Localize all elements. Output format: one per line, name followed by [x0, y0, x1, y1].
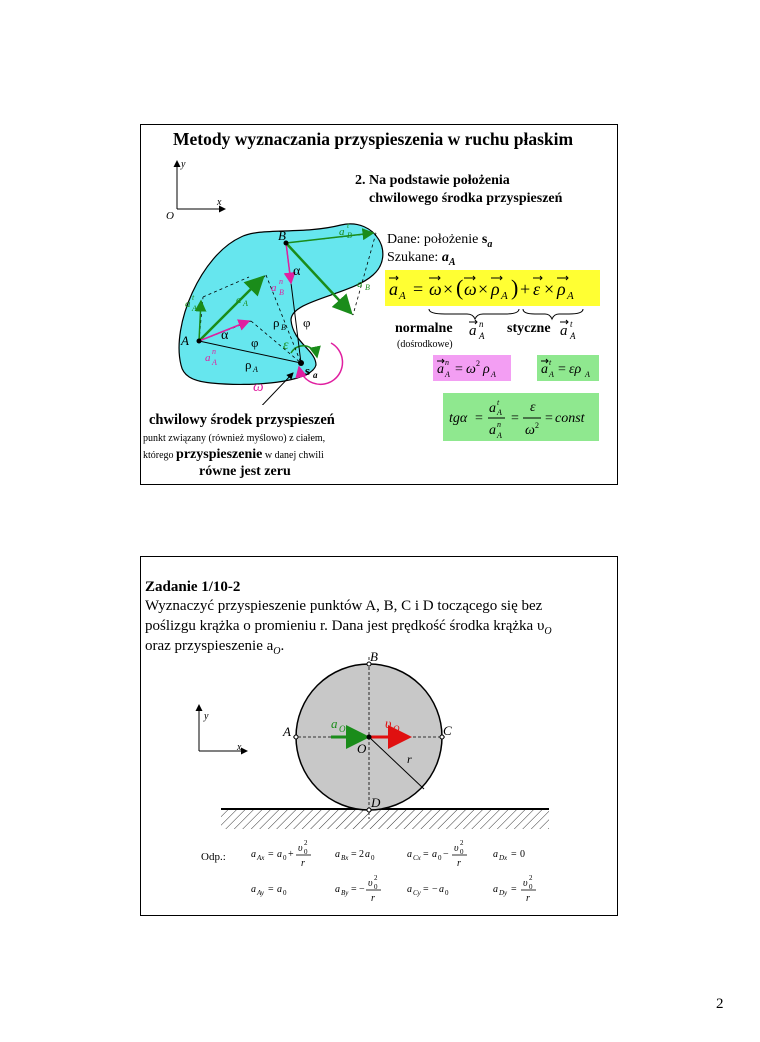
svg-text:A: A: [585, 370, 590, 379]
svg-text:A: A: [212, 358, 217, 367]
svg-text:=: =: [351, 849, 357, 860]
xy-axes: [166, 159, 225, 222]
svg-text:+: +: [288, 849, 294, 860]
svg-text:a: a: [560, 323, 568, 339]
svg-text:ερ: ερ: [569, 362, 582, 377]
svg-text:D: D: [371, 795, 381, 810]
svg-text:0: 0: [460, 848, 464, 856]
svg-text:s: s: [305, 363, 311, 378]
task-text-line3-body: oraz przyspieszenie a: [145, 638, 274, 654]
task-text-line1: Wyznaczyć przyspieszenie punktów A, B, C i D toczącego się bez: [145, 598, 543, 614]
svg-text:B: B: [278, 228, 286, 243]
svg-text:a: a: [489, 401, 496, 416]
page-number: 2: [716, 996, 724, 1012]
svg-text:0: 0: [371, 854, 375, 862]
svg-text:B: B: [347, 231, 352, 240]
svg-text:r: r: [407, 752, 412, 766]
svg-text:n: n: [279, 277, 283, 286]
svg-text:Dy: Dy: [499, 889, 508, 897]
svg-text:r: r: [457, 858, 461, 869]
svg-text:By: By: [341, 889, 349, 897]
svg-text:t: t: [192, 293, 195, 302]
svg-text:=: =: [475, 411, 483, 426]
svg-text:n: n: [479, 319, 484, 329]
answer-label: Odp.:: [201, 851, 226, 863]
slide-1-title: Metody wyznaczania przyspieszenia w ruchu płaskim: [173, 129, 574, 149]
svg-text:A: A: [253, 365, 258, 374]
svg-text:a: a: [335, 884, 340, 895]
svg-text:=: =: [268, 884, 274, 895]
svg-text:=: =: [413, 279, 424, 299]
caption-line2-pre: którego: [143, 450, 177, 461]
svg-text:a: a: [469, 323, 477, 339]
svg-text:=: =: [545, 411, 553, 426]
sought-symbol: a: [441, 250, 449, 265]
svg-text:A: A: [570, 331, 576, 341]
svg-text:O: O: [166, 210, 174, 222]
svg-text:ω: ω: [466, 362, 476, 377]
slide-2: [140, 556, 618, 916]
svg-text:A: A: [181, 333, 189, 348]
svg-text:y: y: [181, 159, 186, 170]
svg-text:−: −: [432, 884, 438, 895]
caption-line2: [143, 447, 324, 463]
task-text-line2-sub: O: [544, 626, 552, 637]
svg-text:Ax: Ax: [257, 854, 265, 862]
svg-text:n: n: [212, 347, 216, 356]
svg-text:t: t: [549, 358, 552, 367]
svg-text:ε: ε: [283, 338, 289, 353]
svg-text:Ay: Ay: [257, 889, 264, 897]
svg-text:a: a: [185, 298, 191, 310]
svg-text:A: A: [192, 304, 197, 313]
svg-text:A: A: [549, 370, 554, 379]
svg-text:×: ×: [443, 279, 454, 299]
svg-text:0: 0: [283, 889, 287, 897]
svg-text:−: −: [443, 849, 449, 860]
svg-text:ω: ω: [464, 279, 477, 299]
svg-text:a: a: [493, 884, 498, 895]
svg-text:=: =: [455, 362, 463, 377]
svg-text:=: =: [268, 849, 274, 860]
svg-text:×: ×: [544, 279, 555, 299]
svg-text:2: 2: [476, 359, 480, 368]
xy-axes-2: [199, 705, 247, 753]
svg-text:B: B: [365, 283, 370, 292]
svg-text:a: a: [493, 849, 498, 860]
svg-text:B: B: [370, 649, 378, 664]
svg-text:a: a: [339, 226, 345, 238]
svg-text:Bx: Bx: [341, 854, 349, 862]
svg-text:r: r: [371, 893, 375, 904]
task-heading: Zadanie 1/10-2: [145, 579, 241, 595]
svg-text:=: =: [511, 849, 517, 860]
svg-text:a: a: [357, 278, 363, 290]
slide-1-subtitle-line2: chwilowego środka przyspieszeń: [369, 191, 563, 206]
svg-text:a: a: [335, 849, 340, 860]
svg-text:O: O: [357, 741, 367, 756]
svg-text:a: a: [277, 849, 282, 860]
svg-text:B: B: [281, 323, 286, 332]
answer-formulas: [241, 833, 551, 907]
svg-text:φ: φ: [251, 335, 259, 350]
svg-text:A: A: [497, 408, 502, 417]
svg-text:ρ: ρ: [557, 279, 566, 299]
svg-text:ρ: ρ: [491, 279, 500, 299]
svg-text:υ: υ: [523, 878, 528, 889]
svg-text:a: a: [331, 716, 338, 731]
svg-text:t: t: [497, 398, 500, 407]
svg-text:B: B: [279, 288, 284, 297]
caption-line2-bold: przyspieszenie: [176, 447, 263, 462]
svg-text:a: a: [271, 282, 277, 294]
svg-text:a: a: [251, 849, 256, 860]
svg-text:0: 0: [520, 849, 525, 860]
svg-text:a: a: [439, 884, 444, 895]
svg-text:=: =: [511, 411, 519, 426]
svg-text:2: 2: [535, 421, 539, 430]
svg-text:×: ×: [478, 279, 489, 299]
normal-note: (dośrodkowe): [397, 339, 453, 350]
svg-text:α: α: [293, 264, 301, 279]
svg-text:a: a: [205, 352, 211, 364]
svg-text:a: a: [365, 849, 370, 860]
svg-text:const: const: [555, 411, 585, 426]
svg-text:0: 0: [529, 883, 533, 891]
svg-text:=: =: [423, 849, 429, 860]
svg-text:A: A: [491, 370, 496, 379]
task-text-line3-sub: O: [273, 646, 281, 657]
svg-text:0: 0: [438, 854, 442, 862]
svg-text:Dx: Dx: [499, 854, 508, 862]
svg-text:a: a: [251, 884, 256, 895]
given-label: Dane: położenie: [387, 232, 482, 247]
svg-text:ω: ω: [429, 279, 442, 299]
caption-line1: punkt związany (również myślowo) z ciałem,: [143, 433, 326, 444]
svg-text:a: a: [407, 849, 412, 860]
svg-text:O: O: [339, 724, 346, 734]
ground: [221, 809, 549, 829]
sought-label: Szukane:: [387, 250, 442, 265]
svg-text:C: C: [443, 723, 452, 738]
svg-text:a: a: [432, 849, 437, 860]
svg-text:a: a: [313, 370, 318, 380]
svg-text:A: A: [283, 724, 291, 739]
svg-text:=: =: [351, 884, 357, 895]
slide-1-subtitle-line1: 2. Na podstawie położenia: [355, 173, 510, 188]
svg-text:α: α: [221, 328, 229, 343]
svg-text:=: =: [423, 884, 429, 895]
svg-text:tgα: tgα: [449, 411, 468, 426]
svg-text:A: A: [567, 290, 574, 302]
svg-text:ω: ω: [525, 423, 535, 438]
svg-text:2: 2: [374, 874, 378, 882]
svg-text:ε: ε: [530, 400, 536, 415]
svg-text:t: t: [347, 221, 350, 230]
svg-text:ρ: ρ: [483, 362, 490, 377]
caption-line3: równe jest zeru: [199, 464, 291, 479]
caption-title: chwilowy środek przyspieszeń: [149, 412, 335, 428]
svg-text:υ: υ: [454, 843, 459, 854]
svg-text:0: 0: [304, 848, 308, 856]
svg-text:ρ: ρ: [245, 357, 252, 372]
svg-text:A: A: [399, 290, 406, 302]
svg-text:A: A: [501, 290, 508, 302]
svg-text:υ: υ: [298, 843, 303, 854]
svg-text:O: O: [393, 724, 400, 734]
svg-text:A: A: [445, 370, 450, 379]
slide-1: [140, 124, 618, 485]
normal-label: normalne: [395, 321, 453, 336]
svg-text:(: (: [456, 275, 464, 300]
svg-text:0: 0: [283, 854, 287, 862]
svg-text:a: a: [541, 362, 548, 377]
svg-text:a: a: [437, 362, 444, 377]
svg-text:r: r: [301, 858, 305, 869]
svg-text:a: a: [277, 884, 282, 895]
svg-text:ε: ε: [533, 279, 541, 299]
svg-text:a: a: [236, 294, 242, 306]
svg-text:Cy: Cy: [413, 889, 421, 897]
svg-text:n: n: [445, 358, 449, 367]
svg-text:φ: φ: [303, 315, 311, 330]
svg-text:y: y: [204, 711, 209, 722]
svg-text:a: a: [489, 423, 496, 438]
svg-text:t: t: [570, 319, 573, 329]
svg-text:2: 2: [460, 839, 464, 847]
svg-text:x: x: [217, 197, 222, 208]
svg-text:0: 0: [445, 889, 449, 897]
svg-text:a: a: [407, 884, 412, 895]
svg-text:x: x: [237, 742, 242, 753]
svg-text:): ): [511, 275, 519, 300]
given-symbol: s: [481, 232, 488, 247]
svg-text:υ: υ: [368, 878, 373, 889]
caption-line2-post: w danej chwili: [262, 450, 324, 461]
task-text-line3-end: .: [280, 638, 285, 654]
svg-text:−: −: [359, 884, 365, 895]
given-sub: a: [487, 238, 493, 250]
task-text-line2-body: poślizgu krążka o promieniu r. Dana jest prędkość środka krążka υ: [145, 618, 545, 634]
svg-text:ρ: ρ: [273, 315, 280, 330]
svg-text:υ: υ: [385, 717, 392, 732]
svg-text:0: 0: [374, 883, 378, 891]
svg-text:Cx: Cx: [413, 854, 421, 862]
svg-text:A: A: [497, 431, 502, 440]
svg-text:+: +: [520, 279, 531, 299]
svg-text:2: 2: [359, 849, 364, 860]
rigid-body-diagram: [141, 125, 619, 405]
svg-text:A: A: [479, 331, 485, 341]
svg-text:=: =: [511, 884, 517, 895]
svg-text:r: r: [526, 893, 530, 904]
tangential-label: styczne: [507, 321, 551, 336]
sought-sub: A: [448, 256, 456, 268]
svg-text:2: 2: [529, 874, 533, 882]
svg-text:a: a: [389, 279, 398, 299]
svg-text:n: n: [497, 420, 501, 429]
svg-text:2: 2: [304, 839, 308, 847]
svg-text:A: A: [243, 299, 248, 308]
svg-text:ω: ω: [253, 379, 264, 395]
svg-text:=: =: [558, 362, 566, 377]
